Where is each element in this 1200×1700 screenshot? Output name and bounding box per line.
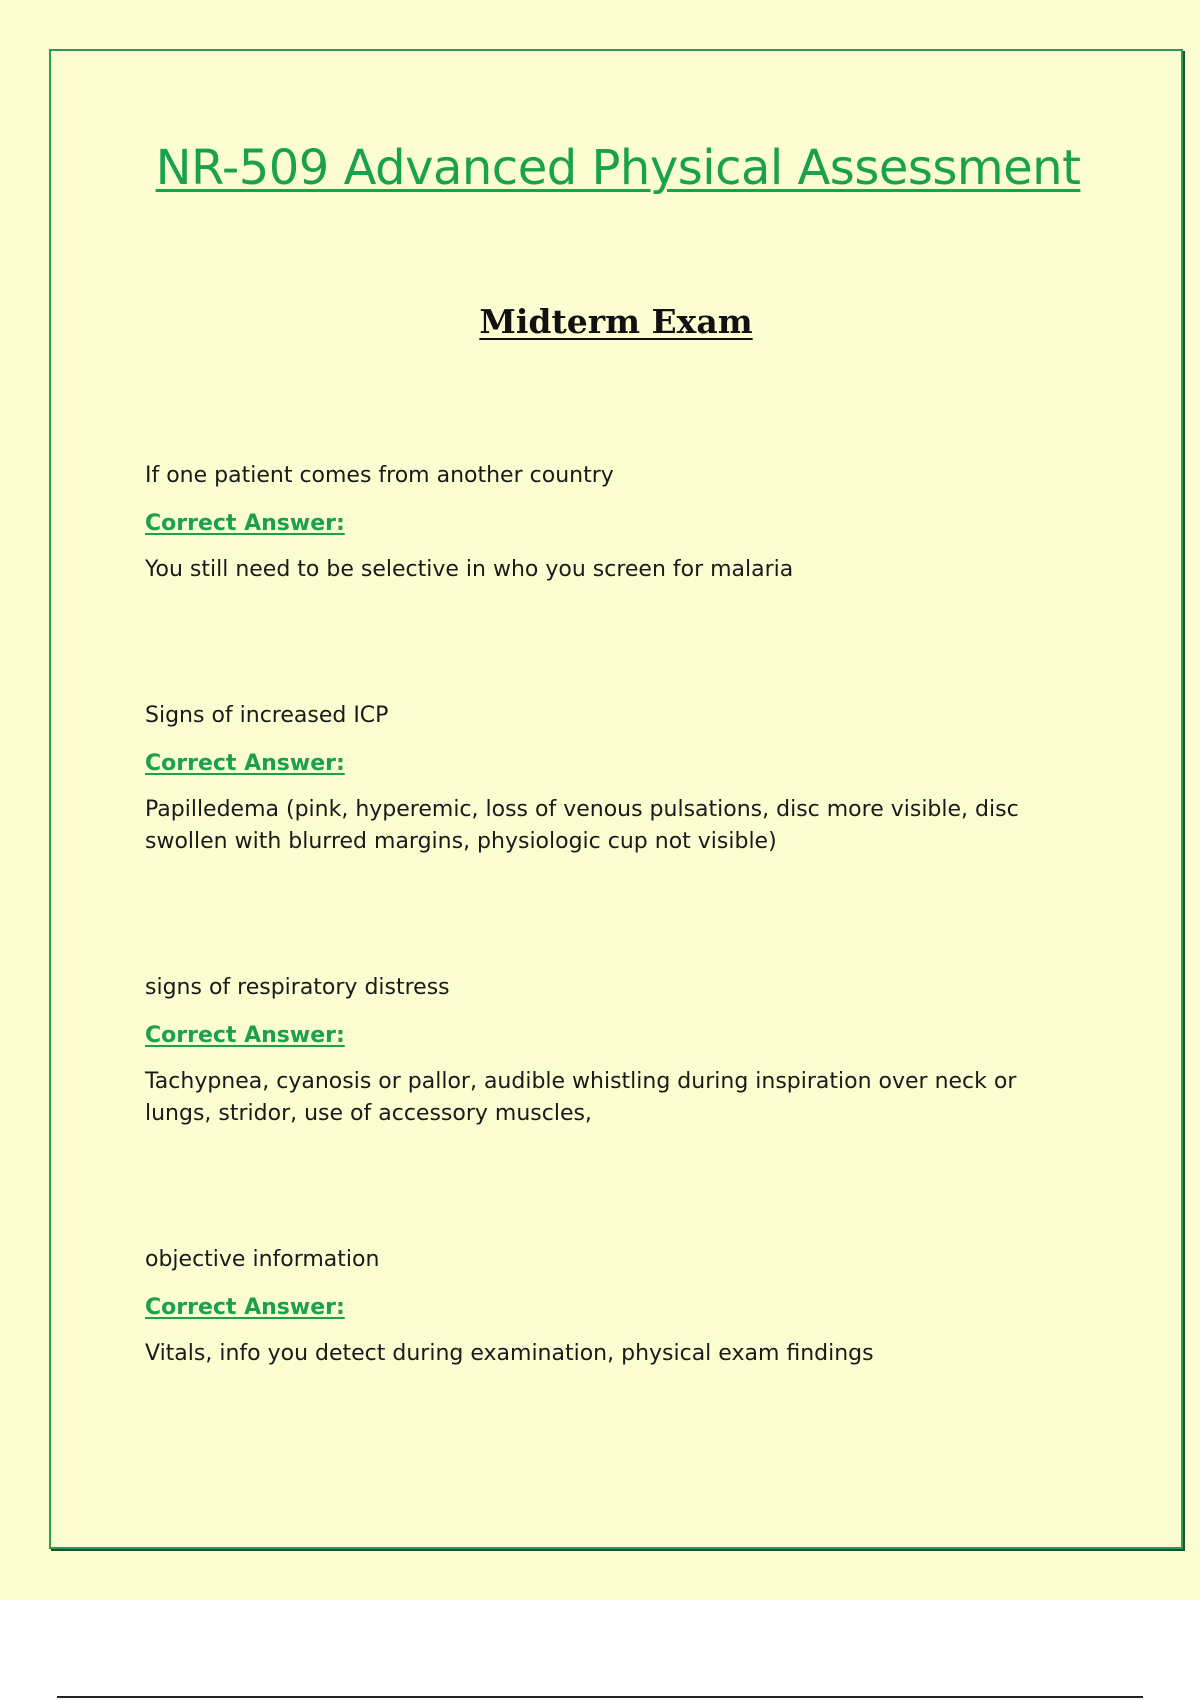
correct-answer-label: Correct Answer: bbox=[145, 1023, 345, 1048]
qa-item bbox=[145, 972, 1085, 1130]
answer-text: Vitals, info you detect during examination, physical exam findings bbox=[145, 1341, 874, 1366]
document-title: NR-509 Advanced Physical Assessment bbox=[155, 140, 1081, 196]
question-text: signs of respiratory distress bbox=[145, 975, 450, 1000]
document-subtitle: Midterm Exam bbox=[479, 302, 753, 341]
bottom-divider bbox=[57, 1696, 1143, 1698]
correct-answer-label: Correct Answer: bbox=[145, 511, 345, 536]
answer-text: Tachypnea, cyanosis or pallor, audible whistling during inspiration over neck or lungs, stridor, use of accessory muscles, bbox=[145, 1069, 1017, 1126]
answer-text: You still need to be selective in who you screen for malaria bbox=[145, 557, 794, 582]
correct-answer-label: Correct Answer: bbox=[145, 751, 345, 776]
qa-item bbox=[145, 1244, 1085, 1370]
question-text: Signs of increased ICP bbox=[145, 703, 389, 728]
answer-text: Papilledema (pink, hyperemic, loss of venous pulsations, disc more visible, disc swollen with blurred margins, physiologic cup not visible) bbox=[145, 797, 1019, 854]
question-text: objective information bbox=[145, 1247, 380, 1272]
qa-item bbox=[145, 460, 1085, 586]
qa-item bbox=[145, 700, 1085, 858]
correct-answer-label: Correct Answer: bbox=[145, 1295, 345, 1320]
question-text: If one patient comes from another country bbox=[145, 463, 614, 488]
